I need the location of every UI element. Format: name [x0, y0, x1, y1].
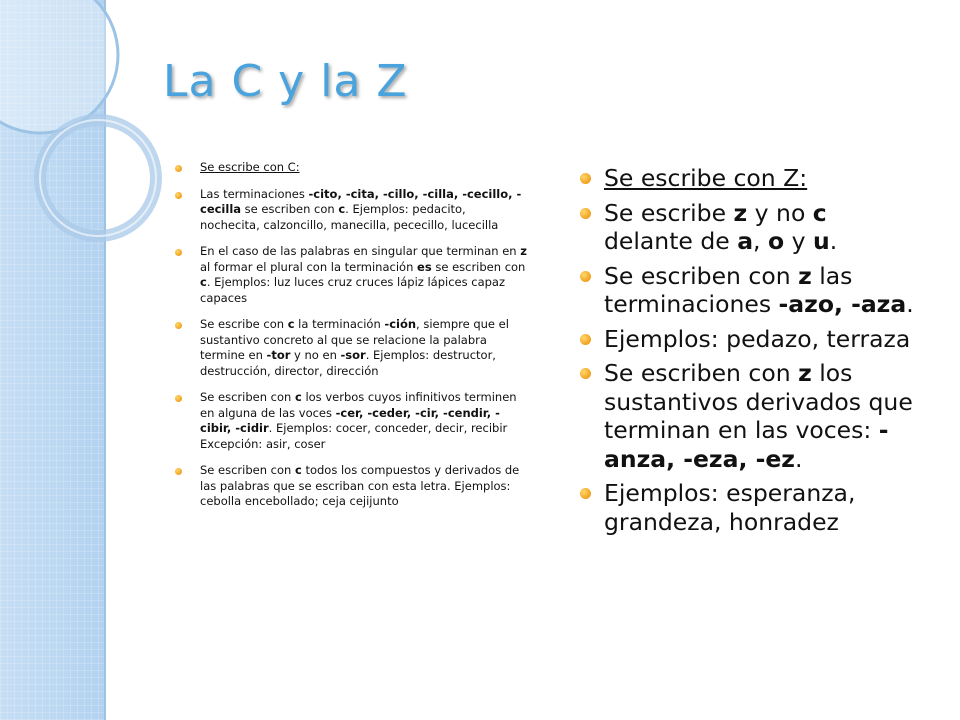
left-item-plural: [175, 244, 527, 306]
bold-part: -ción: [384, 317, 417, 331]
slide-title: La C y la Z: [163, 56, 408, 107]
text-part: y: [784, 227, 814, 255]
text-part: . Ejemplos: pedacito, nochecita, calzoncillo, manecilla, pececillo, lucecilla: [200, 202, 499, 232]
bold-part: o: [768, 227, 785, 255]
text-part: Se escribe con: [200, 317, 288, 331]
bold-part: c: [294, 463, 302, 477]
right-heading-text: Se escribe con Z:: [604, 164, 808, 192]
right-item-zvowels: [580, 199, 920, 256]
text-part: Se escribe: [604, 198, 734, 227]
text-part: delante de: [604, 227, 738, 255]
left-item-compounds: [175, 463, 527, 510]
decorative-circles: [0, 0, 180, 260]
left-bullet-list: [175, 160, 527, 521]
bold-part: a: [737, 227, 754, 255]
left-item-cito: [175, 187, 527, 234]
text-part: . Ejemplos: cocer, conceder, decir, recibir Excepción: asir, coser: [200, 421, 508, 451]
bold-part: -sor: [340, 348, 366, 362]
bold-part: z: [733, 198, 748, 227]
right-item-examples-2: [580, 479, 920, 536]
bold-part: z: [520, 244, 527, 258]
bold-part: z: [798, 261, 812, 290]
text-part: Las terminaciones: [200, 186, 309, 201]
text-part: .: [829, 227, 838, 255]
text-part: , siempre que el sustantivo concreto al que se relacione la palabra termine en: [200, 317, 509, 362]
text-part: ,: [753, 227, 768, 255]
text-part: Se escriben con: [604, 359, 799, 387]
text-part: .: [906, 290, 914, 318]
bold-part: c: [812, 198, 827, 227]
text-part: los verbos cuyos infinitivos terminen en alguna de las voces: [200, 390, 517, 420]
left-item-heading: [175, 160, 527, 176]
text-part: los sustantivos derivados que terminan en las voces:: [604, 359, 913, 444]
bold-part: z: [798, 359, 812, 387]
bold-part: -azo, -aza: [778, 290, 907, 318]
bold-part: c: [200, 275, 207, 289]
left-heading-text: Se escribe con C:: [200, 160, 300, 174]
text-part: En el caso de las palabras en singular que terminan en: [200, 244, 521, 258]
bold-part: -tor: [266, 348, 291, 362]
text-part: al formar el plural con la terminación: [200, 259, 418, 274]
examples-text: Ejemplos: esperanza, grandeza, honradez: [604, 479, 856, 536]
bold-part: c: [338, 202, 346, 216]
left-item-verbs: [175, 390, 527, 452]
right-item-azo: [580, 262, 920, 319]
text-part: y no: [747, 198, 813, 227]
examples-text: Ejemplos: pedazo, terraza: [604, 324, 911, 353]
text-part: se escriben con: [431, 259, 526, 274]
text-part: se escriben con: [241, 202, 339, 216]
bold-part: -cito, -cita, -cillo, -cilla, -cecillo, -cecilla: [200, 186, 522, 216]
text-part: Se escriben con: [200, 463, 295, 477]
bold-part: c: [294, 390, 302, 404]
text-part: Se escriben con: [604, 261, 799, 290]
bold-part: c: [287, 317, 295, 331]
right-item-anza: [580, 359, 920, 473]
text-part: . Ejemplos: destructor, destrucción, director, dirección: [200, 348, 496, 378]
bold-part: -cer, -ceder, -cir, -cendir, -cibir, -cidir: [200, 405, 500, 435]
left-item-cion: [175, 317, 527, 379]
right-item-heading: [580, 164, 920, 193]
text-part: las terminaciones: [604, 261, 853, 318]
text-part: la terminación: [294, 317, 385, 331]
right-bullet-list: [580, 164, 920, 542]
text-part: todos los compuestos y derivados de las palabras que se escriban con esta letra. Ejemplos: cebolla encebollado; ceja cejijunto: [200, 463, 520, 508]
bold-part: es: [417, 259, 432, 274]
bold-part: u: [813, 227, 830, 255]
bold-part: -anza, -eza, -ez: [604, 416, 889, 473]
text-part: . Ejemplos: luz luces cruz cruces lápiz lápices capaz capaces: [200, 275, 506, 305]
right-item-examples-1: [580, 325, 920, 354]
text-part: y no en: [290, 348, 341, 362]
text-part: .: [794, 444, 803, 473]
text-part: Se escriben con: [200, 390, 295, 404]
